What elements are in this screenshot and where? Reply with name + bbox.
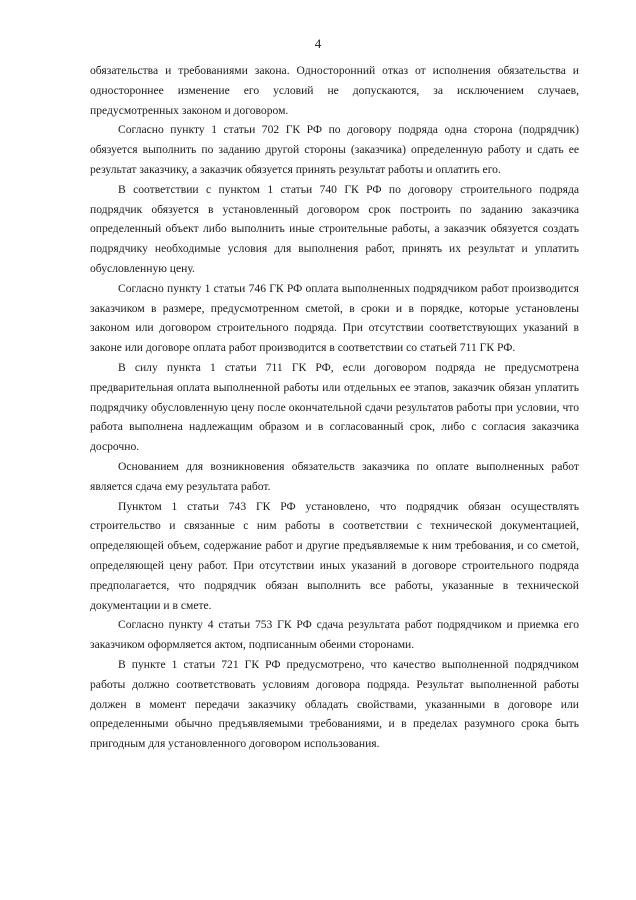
- paragraph-article-702: Согласно пункту 1 статьи 702 ГК РФ по договору подряда одна сторона (подрядчик) обязуется выполнить по заданию другой стороны (заказчика) определенную работу и сдать ее результат заказчику, а заказчик обязуется принять результат работы и оплатить его.: [90, 123, 579, 176]
- paragraph-article-753: Согласно пункту 4 статьи 753 ГК РФ сдача результата работ подрядчиком и приемка его заказчиком оформляется актом, подписанным обеими сторонами.: [90, 618, 579, 652]
- paragraph-payment-basis: Основанием для возникновения обязательств заказчика по оплате выполненных работ является сдача ему результата работ.: [90, 459, 579, 493]
- paragraph-article-743: Пунктом 1 статьи 743 ГК РФ установлено, что подрядчик обязан осуществлять строительство и связанные с ним работы в соответствии с технической документацией, определяющей объем, содержание работ и другие предъявляемые к ним требования, и со сметой, определяющей цену работ. При отсутствии иных указаний в договоре строительного подряда предполагается, что подрядчик обязан выполнить все работы, указанные в технической документации и в смете.: [90, 499, 579, 612]
- paragraph-article-721: В пункте 1 статьи 721 ГК РФ предусмотрено, что качество выполненной подрядчиком работы должно соответствовать условиям договора подряда. Результат выполненной работы должен в момент передачи заказчику обладать свойствами, указанными в договоре или определенными обычно предъявляемыми требованиями, и в пределах разумного срока быть пригодным для установленного договором использования.: [90, 657, 579, 751]
- document-body: [90, 61, 579, 754]
- paragraph-continuation: обязательства и требованиями закона. Односторонний отказ от исполнения обязательства и одностороннее изменение его условий не допускаются, за исключением случаев, предусмотренных законом и договором.: [90, 64, 579, 117]
- paragraph-article-740: В соответствии с пунктом 1 статьи 740 ГК РФ по договору строительного подряда подрядчик обязуется в установленный договором срок построить по заданию заказчика определенный объект либо выполнить иные строительные работы, а заказчик обязуется создать подрядчику необходимые условия для выполнения работ, принять их результат и уплатить обусловленную цену.: [90, 182, 579, 275]
- paragraph-article-746: Согласно пункту 1 статьи 746 ГК РФ оплата выполненных подрядчиком работ производится заказчиком в размере, предусмотренном сметой, в сроки и в порядке, которые установлены законом или договором строительного подряда. При отсутствии соответствующих указаний в законе или договоре оплата работ производится в соответствии со статьей 711 ГК РФ.: [90, 281, 579, 355]
- paragraph-article-711: В силу пункта 1 статьи 711 ГК РФ, если договором подряда не предусмотрена предварительная оплата выполненной работы или отдельных ее этапов, заказчик обязан уплатить подрядчику обусловленную цену после окончательной сдачи результатов работы при условии, что работа выполнена надлежащим образом и в согласованный срок, либо с согласия заказчика досрочно.: [90, 360, 579, 454]
- page-number: 4: [314, 36, 322, 51]
